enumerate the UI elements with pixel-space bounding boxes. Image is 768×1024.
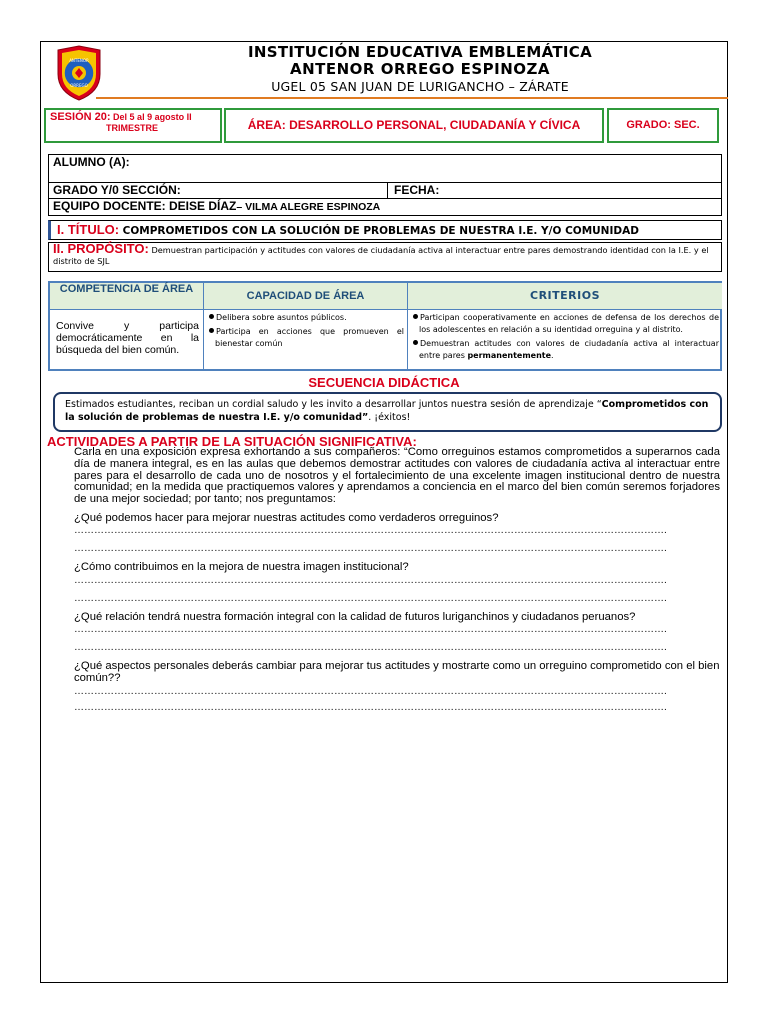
greeting-session-title: Comprometidos con la solución de problemas de nuestra I.E. y/o comunidad” — [65, 399, 709, 423]
header-competencia: COMPETENCIA DE ÁREA — [50, 283, 204, 310]
proposito-label: II. PROPÓSITO: — [53, 241, 149, 256]
header-divider — [96, 97, 728, 99]
criterios-cell — [408, 310, 722, 369]
greeting-box — [53, 392, 722, 432]
header-criterios: CRITERIOS — [408, 283, 722, 310]
grado-box: GRADO: SEC. — [607, 108, 719, 143]
situation-paragraph: Carla en una exposición expresa exhortando a sus compañeros: “Como orreguinos estamos comprometidos a superarnos cada día de manera integral, es en las aulas que debemos demostrar actitudes con valores de ciudadanía activa al interactuar entre pares para el desarrollo de cada uno de nosotros y el fortalecimiento de una excelente imagen institucional dentro de nuestra comunidad; en la medida que practiquemos valores y aprendamos a conciencia en el marco del bien común seremos forjadores de una mejor sociedad; por tanto; nos preguntamos: — [74, 446, 720, 506]
criterio-item: Demuestran actitudes con valores de ciudadanía activa al interactuar entre pares permanentemente. — [411, 338, 719, 362]
bullet-icon — [209, 314, 214, 319]
capacidad-cell — [204, 310, 408, 369]
titulo-label: I. TÍTULO: — [57, 222, 120, 237]
grado-seccion-row[interactable] — [49, 183, 721, 199]
question-2: ¿Cómo contribuimos en la mejora de nuestra imagen institucional? — [74, 561, 409, 573]
institution-title: INSTITUCIÓN EDUCATIVA EMBLEMÁTICA — [248, 43, 592, 61]
answer-line[interactable]: ……………………………………………………………………………………………………………………………………………………………. — [74, 525, 667, 536]
secuencia-title: SECUENCIA DIDÁCTICA — [308, 375, 460, 390]
answer-line[interactable]: ……………………………………………………………………………………………………………………………………………………………. — [74, 575, 667, 586]
equipo-label: EQUIPO DOCENTE: DEISE DÍAZ — [53, 199, 237, 213]
proposito-box — [48, 242, 722, 272]
proposito-text: Demuestran participación y actitudes con valores de ciudadanía activa al interactuar entre pares demostrando identidad con la I.E. y el distrito de SJL — [53, 245, 709, 266]
titulo-box — [48, 220, 722, 240]
student-info — [48, 154, 722, 216]
bullet-icon — [209, 328, 214, 333]
bullet-icon — [413, 314, 418, 319]
area-box: ÁREA: DESARROLLO PERSONAL, CIUDADANÍA Y CÍVICA — [224, 108, 604, 143]
school-crest-icon — [54, 44, 104, 102]
greeting-text: Estimados estudiantes, reciban un cordial saludo y les invito a desarrollar juntos nuestra sesión de aprendizaje “ — [65, 399, 602, 410]
competencia-cell: Convive y participa democráticamente en la búsqueda del bien común. — [50, 310, 204, 369]
school-name: ANTENOR ORREGO ESPINOZA — [289, 60, 551, 78]
competencia-table — [48, 281, 722, 371]
greeting-end: . ¡éxitos! — [368, 412, 411, 423]
question-3: ¿Qué relación tendrá nuestra formación integral con la calidad de futuros luriganchinos y ciudadanos peruanos? — [74, 611, 636, 623]
capacidad-item: Participa en acciones que promueven el bienestar común — [207, 326, 404, 350]
session-box — [44, 108, 222, 143]
session-period: TRIMESTRE — [106, 123, 159, 133]
alumno-row[interactable] — [49, 155, 721, 183]
fecha-label: FECHA: — [387, 183, 439, 199]
logo-text-bottom: ORREGO — [70, 83, 88, 88]
actividades-title: ACTIVIDADES A PARTIR DE LA SITUACIÓN SIGNIFICATIVA: — [47, 434, 417, 449]
session-date: Del 5 al 9 agosto II — [113, 112, 192, 122]
answer-line[interactable]: ……………………………………………………………………………………………………………………………………………………………. — [74, 702, 667, 713]
alumno-label: ALUMNO (A): — [53, 155, 130, 169]
equipo-row — [49, 199, 721, 215]
criterio-item: Participan cooperativamente en acciones de defensa de los derechos de los adolescentes en relación a su identidad orreguina y al distrito. — [411, 312, 719, 336]
header-capacidad: CAPACIDAD DE ÁREA — [204, 283, 408, 310]
session-label: SESIÓN 20: — [50, 111, 111, 123]
answer-line[interactable]: ……………………………………………………………………………………………………………………………………………………………. — [74, 686, 667, 697]
capacidad-item: Delibera sobre asuntos públicos. — [207, 312, 404, 324]
bullet-icon — [413, 340, 418, 345]
logo-text-top: ANTENOR — [69, 58, 89, 63]
question-1: ¿Qué podemos hacer para mejorar nuestras actitudes como verdaderos orreguinos? — [74, 512, 499, 524]
equipo-rest: – VILMA ALEGRE ESPINOZA — [236, 201, 381, 213]
titulo-text: COMPROMETIDOS CON LA SOLUCIÓN DE PROBLEMAS DE NUESTRA I.E. Y/O COMUNIDAD — [122, 225, 639, 237]
ugel-line: UGEL 05 SAN JUAN DE LURIGANCHO – ZÁRATE — [271, 79, 569, 94]
answer-line[interactable]: ……………………………………………………………………………………………………………………………………………………………. — [74, 543, 667, 554]
grado-seccion-label: GRADO Y/0 SECCIÓN: — [53, 183, 181, 197]
answer-line[interactable]: ……………………………………………………………………………………………………………………………………………………………. — [74, 642, 667, 653]
answer-line[interactable]: ……………………………………………………………………………………………………………………………………………………………. — [74, 624, 667, 635]
question-4: ¿Qué aspectos personales deberás cambiar para mejorar tus actitudes y mostrarte como un orreguino comprometido con el bien común?? — [74, 660, 720, 684]
answer-line[interactable]: ……………………………………………………………………………………………………………………………………………………………. — [74, 593, 667, 604]
